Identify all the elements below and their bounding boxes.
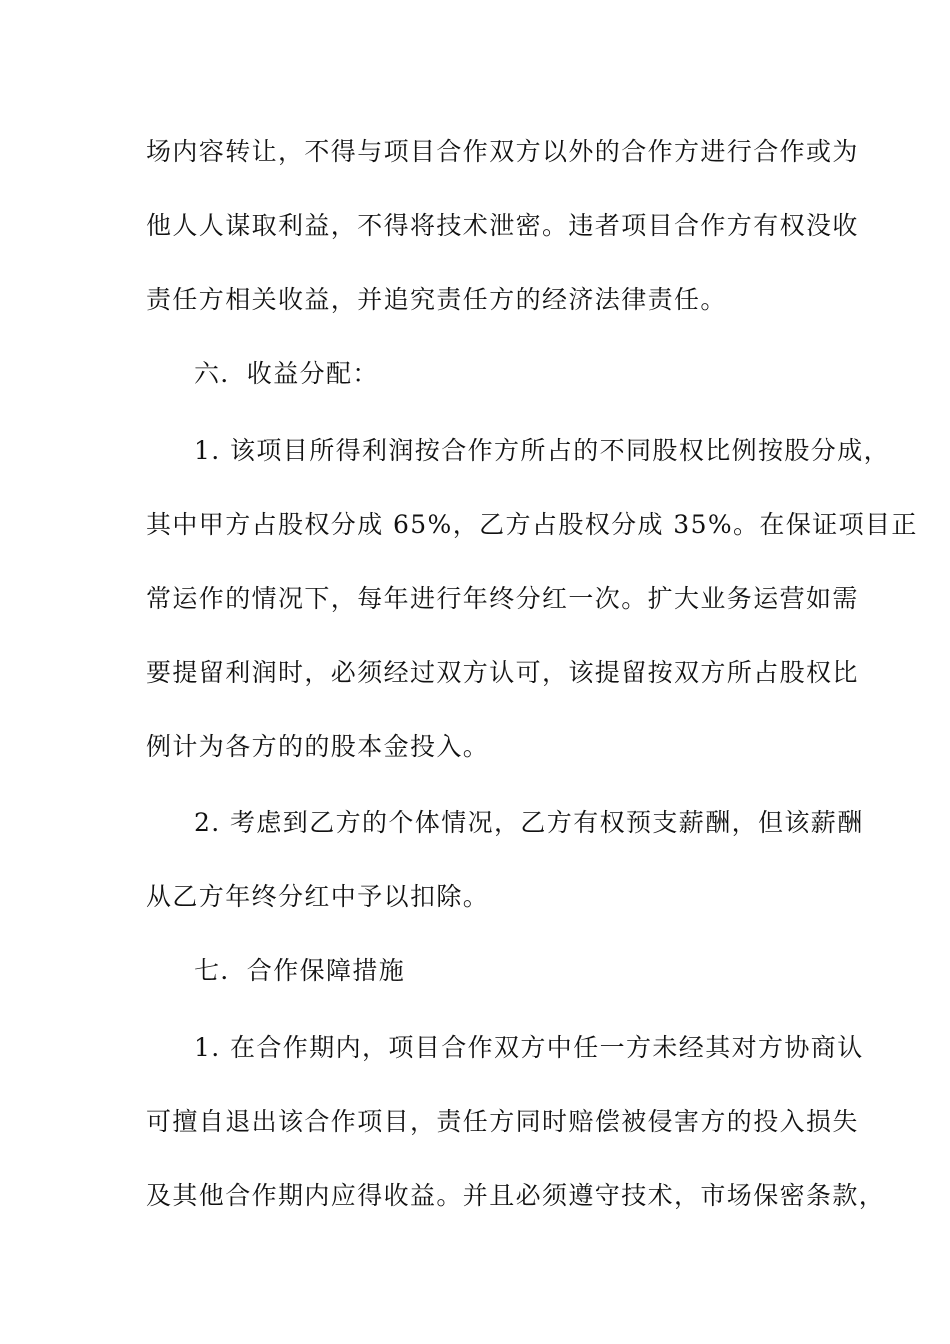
- section-heading: 七．合作保障措施: [194, 956, 406, 985]
- body-text-line: 场内容转让，不得与项目合作双方以外的合作方进行合作或为: [146, 137, 859, 166]
- body-text-line: 要提留利润时，必须经过双方认可，该提留按双方所占股权比: [146, 658, 859, 687]
- body-text-line: 常运作的情况下，每年进行年终分红一次。扩大业务运营如需: [146, 584, 859, 613]
- body-text-line: 他人人谋取利益，不得将技术泄密。违者项目合作方有权没收: [146, 211, 859, 240]
- body-text-line: 从乙方年终分红中予以扣除。: [146, 882, 490, 911]
- body-text-line: 1. 该项目所得利润按合作方所占的不同股权比例按股分成，: [194, 436, 891, 465]
- body-text-line: 及其他合作期内应得收益。并且必须遵守技术，市场保密条款，: [146, 1181, 886, 1210]
- body-text-line: 1. 在合作期内，项目合作双方中任一方未经其对方协商认: [194, 1033, 864, 1062]
- body-text-line: 可擅自退出该合作项目，责任方同时赔偿被侵害方的投入损失: [146, 1107, 859, 1136]
- body-text-line: 责任方相关收益，并追究责任方的经济法律责任。: [146, 285, 727, 314]
- section-heading: 六．收益分配：: [194, 359, 379, 388]
- body-text-line: 其中甲方占股权分成 65%，乙方占股权分成 35%。在保证项目正: [146, 510, 918, 539]
- body-text-line: 2. 考虑到乙方的个体情况，乙方有权预支薪酬，但该薪酬: [194, 808, 864, 837]
- body-text-line: 例计为各方的的股本金投入。: [146, 732, 490, 761]
